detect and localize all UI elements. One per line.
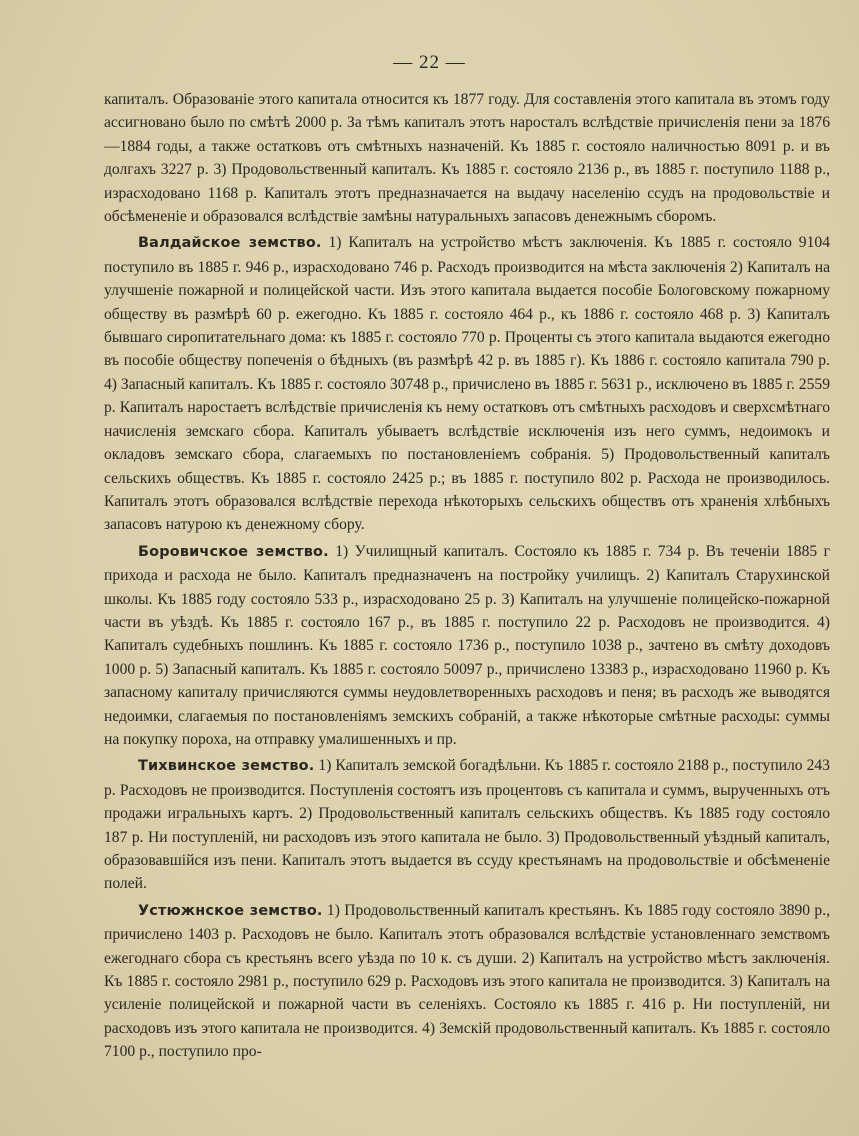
section-heading: Тихвинское земство. [138,758,315,775]
paragraph-body: 1) Училищный капиталъ. Состояло къ 1885 г. 734 р. Въ теченіи 1885 г прихода и расхода не было. Капиталъ предназначенъ на постройку училищъ. 2) Капиталъ Старухинской школы. Къ 1885 году состояло 533 р., израсходовано 25 р. 3) Капиталъ на улучшеніе полицейско-пожарной части въ уѣздѣ. Къ 1885 г. состояло 167 р., въ 1885 г. поступило 22 р. Расходовъ не производится. 4) Капиталъ судебныхъ пошлинъ. Къ 1885 г. состояло 1736 р., поступило 1038 р., зачтено въ смѣту доходовъ 1000 р. 5) Запасный капиталъ. Къ 1885 г. состояло 50097 р., причислено 13383 р., израсходовано 11960 р. Къ запасному капиталу причисляются суммы неудовлетворенныхъ расходовъ и пеня; въ расходъ же выводятся недоимки, слагаемыя по постановленіямъ земскихъ собраній, а также нѣкоторые смѣтные расходы: суммы на покупку пороха, на отправку умалишенныхъ и пр. [104,542,830,748]
section-heading: Боровичское земство. [138,543,329,560]
paragraph-body: 1) Продовольственный капиталъ крестьянъ. Къ 1885 году состояло 3890 р., причислено 1403 р. Расходовъ не было. Капиталъ этотъ образовался вслѣдствіе установленнаго земствомъ ежегоднаго сбора съ крестьянъ всего уѣзда по 10 к. съ души. 2) Капиталъ на устройство мѣстъ заключенія. Къ 1885 г. состояло 2981 р., поступило 629 р. Расходовъ изъ этого капитала не производится. 3) Капиталъ на усиленіе полицейской и пожарной части въ селеніяхъ. Состояло къ 1885 г. 416 р. Ни поступленій, ни расходовъ изъ этого капитала не производится. 4) Земскій продовольственный капиталъ. Къ 1885 г. состояло 7100 р., поступило про- [104,901,830,1061]
section-borovichi [104,540,830,752]
section-tikhvin [104,754,830,895]
section-heading: Устюжнское земство. [138,902,323,919]
page-number: — 22 — [393,52,466,73]
paragraph-body: 1) Капиталъ земской богадѣльни. Къ 1885 г. состояло 2188 р., поступило 243 р. Расходовъ не производится. Поступленія состоятъ изъ процентовъ съ капитала и суммъ, вырученныхъ отъ продажи игральныхъ картъ. 2) Продовольственный капиталъ сельскихъ обществъ. Къ 1885 году состояло 187 р. Ни поступленій, ни расходовъ изъ этого капитала не было. 3) Продовольственный уѣздный капиталъ, образовавшійся изъ пени. Капиталъ этотъ выдается въ ссуду крестьянамъ на продовольствіе и обсѣмененіе полей. [104,757,830,893]
text-column [104,88,830,1064]
paragraph-body: 1) Капиталъ на устройство мѣстъ заключенія. Къ 1885 г. состояло 9104 поступило въ 1885 г. 946 р., израсходовано 746 р. Расходъ производится на мѣста заключенія 2) Капиталъ на улучшеніе пожарной и полицейской части. Изъ этого капитала выдается пособіе Бологовскому пожарному обществу въ размѣрѣ 60 р. ежегодно. Къ 1885 г. состояло 464 р., къ 1886 г. состояло 468 р. 3) Капиталъ бывшаго сиропитательнаго дома: къ 1885 г. состояло 770 р. Проценты съ этого капитала выдаются ежегодно въ пособіе обществу попеченія о бѣдныхъ (въ размѣрѣ 42 р. въ 1885 г). Къ 1886 г. состояло капитала 790 р. 4) Запасный капиталъ. Къ 1885 г. состояло 30748 р., причислено въ 1885 г. 5631 р., исключено въ 1885 г. 2559 р. Капиталъ наростаетъ вслѣдствіе причисленія къ нему остатковъ отъ смѣтныхъ расходовъ и сверхсмѣтнаго начисленія земскаго сбора. Капиталъ убываетъ вслѣдствіе исключенія изъ него суммъ, недоимокъ и окладовъ земскаго сбора, слагаемыхъ по постановленіемъ собранія. 5) Продовольственный капиталъ сельскихъ обществъ. Къ 1885 г. состояло 2425 р.; въ 1885 г. поступило 802 р. Расхода не производилось. Капиталъ этотъ образовался вслѣдствіе перехода нѣкоторыхъ сельскихъ обществъ отъ храненія хлѣбныхъ запасовъ натурою къ денежному сбору. [104,234,830,534]
section-heading: Валдайское земство. [138,235,322,252]
section-ustyuzhna [104,899,830,1064]
paragraph-continuation [104,88,830,228]
section-valdai [104,231,830,536]
paragraph-body: капиталъ. Образованіе этого капитала относится къ 1877 году. Для составленія этого капитала въ этомъ году ассигновано было по смѣтѣ 2000 р. За тѣмъ капиталъ этотъ наросталъ вслѣдствіе причисленія пени за 1876—1884 годы, а также остатковъ отъ смѣтныхъ назначеній. Къ 1885 г. состояло наличностью 8091 р. и въ долгахъ 3227 р. 3) Продовольственный капиталъ. Къ 1885 г. состояло 2136 р., въ 1885 г. поступило 1188 р., израсходовано 1168 р. Капиталъ этотъ предназначается на выдачу населенію ссудъ на продовольствіе и обсѣмененіе и образовался вслѣдствіе замѣны натуральныхъ запасовъ денежнымъ сборомъ. [104,91,830,226]
